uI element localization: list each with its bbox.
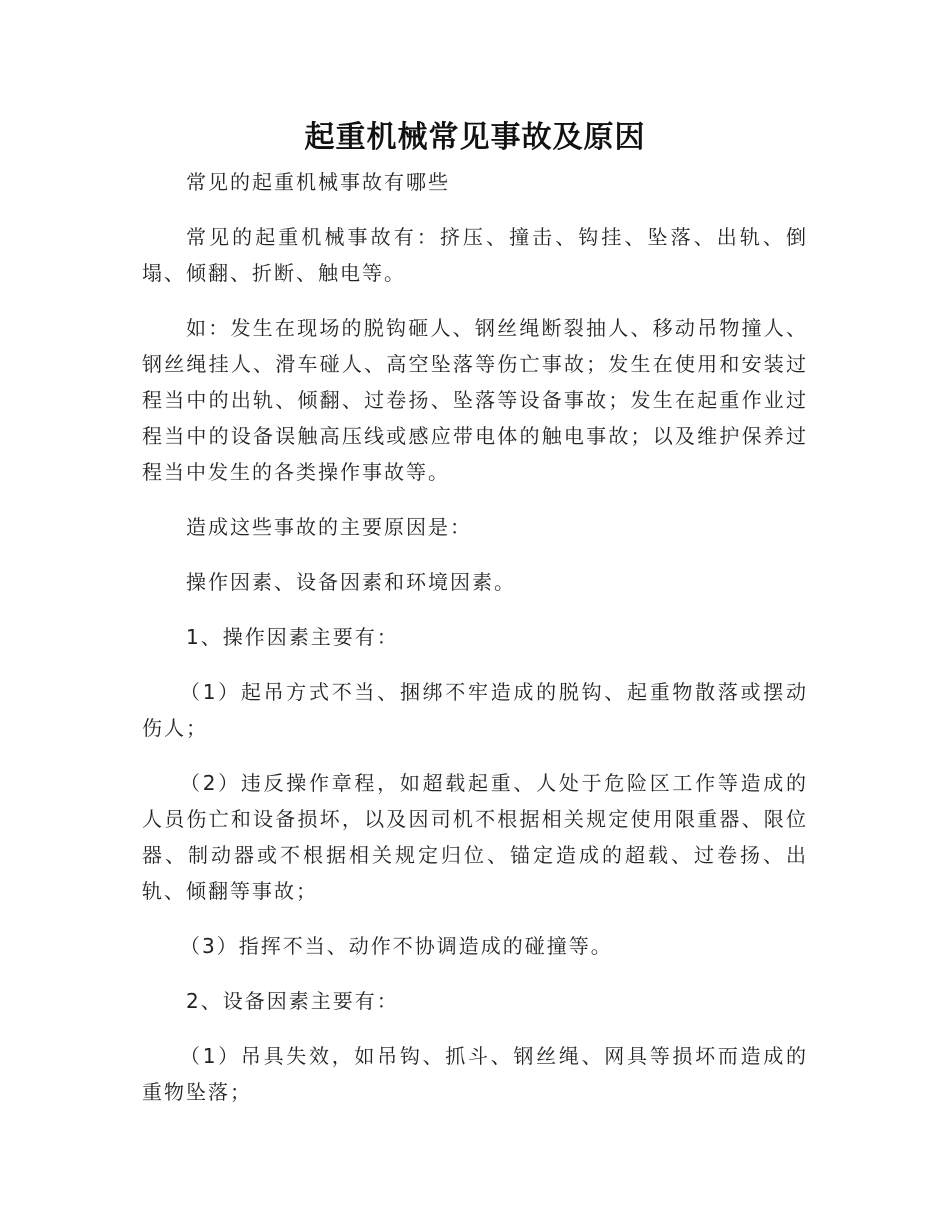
paragraph-question: 常见的起重机械事故有哪些 <box>186 170 450 194</box>
paragraph-causes-list: 操作因素、设备因素和环境因素。 <box>186 570 516 594</box>
list-item-equipment-1: （1）吊具失效，如吊钩、抓斗、钢丝绳、网具等损坏而造成的重物坠落； <box>142 1044 808 1104</box>
paragraph-causes-intro: 造成这些事故的主要原因是： <box>186 515 472 539</box>
paragraph-examples: 如：发生在现场的脱钩砸人、钢丝绳断裂抽人、移动吊物撞人、钢丝绳挂人、滑车碰人、高空坠落等伤亡事故；发生在使用和安装过程当中的出轨、倾翻、过卷扬、坠落等设备事故；发生在起重作业过程当中的设备误触高压线或感应带电体的触电事故；以及维护保养过程当中发生的各类操作事故等。 <box>142 316 808 484</box>
heading-operation-factors: 1、操作因素主要有： <box>186 625 399 649</box>
list-item-operation-3: （3）指挥不当、动作不协调造成的碰撞等。 <box>180 934 613 958</box>
heading-equipment-factors: 2、设备因素主要有： <box>186 989 399 1013</box>
paragraph-accident-types: 常见的起重机械事故有：挤压、撞击、钩挂、坠落、出轨、倒塌、倾翻、折断、触电等。 <box>142 225 808 285</box>
list-item-operation-2: （2）违反操作章程，如超载起重、人处于危险区工作等造成的人员伤亡和设备损坏，以及因司机不根据相关规定使用限重器、限位器、制动器或不根据相关规定归位、锚定造成的超载、过卷扬、出轨、倾翻等事故； <box>142 771 808 903</box>
document-body <box>142 164 808 1129</box>
document-title: 起重机械常见事故及原因 <box>304 120 646 155</box>
list-item-operation-1: （1）起吊方式不当、捆绑不牢造成的脱钩、起重物散落或摆动伤人； <box>142 680 808 740</box>
